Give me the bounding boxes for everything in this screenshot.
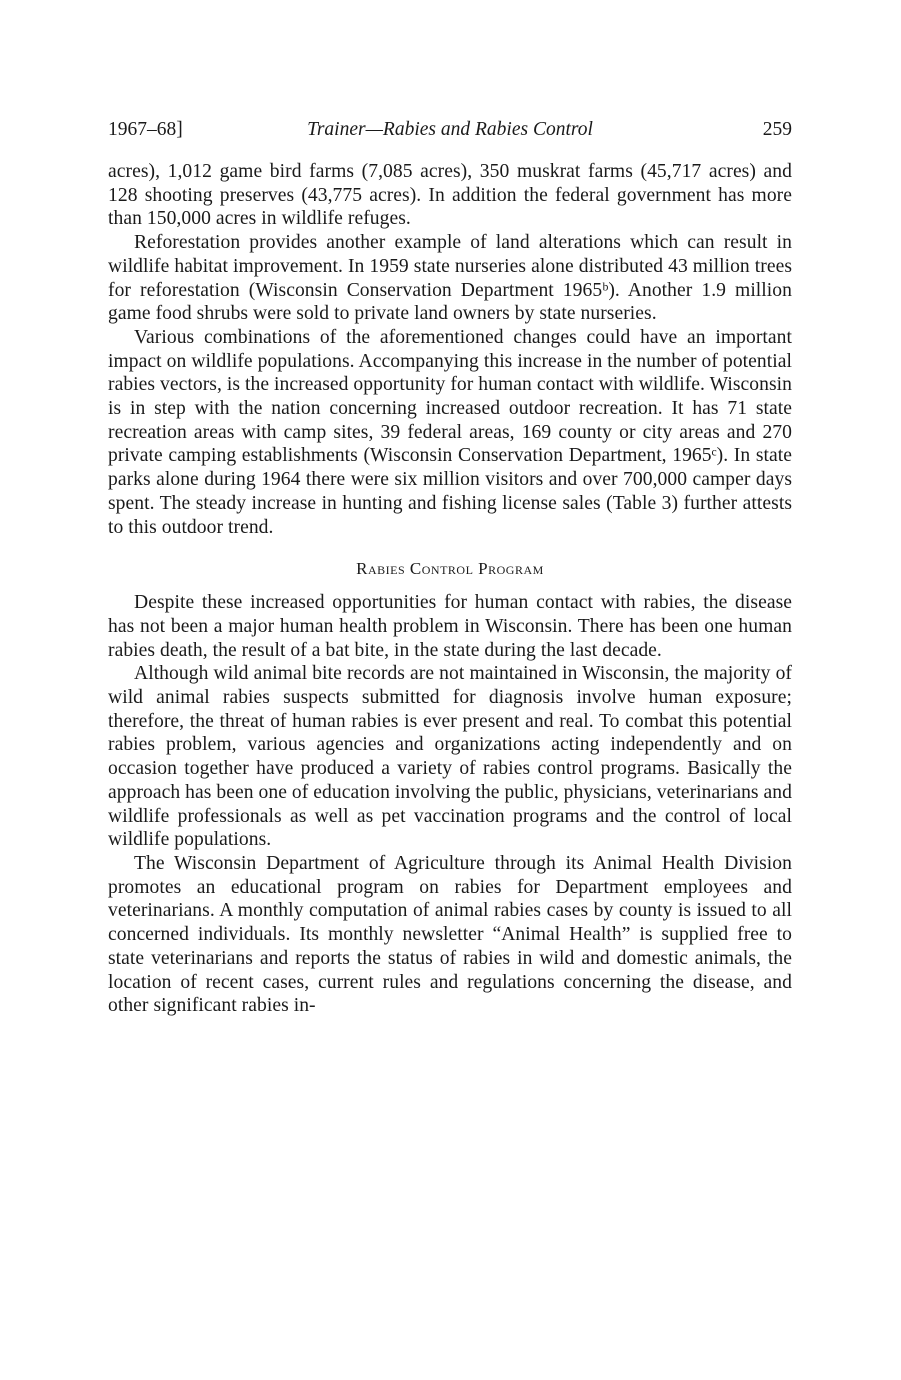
article-title: Trainer—Rabies and Rabies Control bbox=[307, 119, 593, 140]
paragraph-recreation: Various combinations of the aforementioned changes could have an important impact on wildlife populations. Accompanying this increase in the number of potential rabies vectors, is the increased opportunity for human contact with wildlife. Wisconsin is in step with the nation concerning increased outdoor recreation. It has 71 state recreation areas with camp sites, 39 federal areas, 169 county or city areas and 270 private camping establishments (Wisconsin Conservation Department, 1965ᶜ). In state parks alone during 1964 there were six million visitors and over 700,000 camper days spent. The steady increase in hunting and fishing license sales (Table 3) further attests to this outdoor trend. bbox=[108, 326, 792, 538]
paragraph-bite-records: Although wild animal bite records are not maintained in Wisconsin, the majority of wild animal rabies suspects submitted for diagnosis involve human exposure; therefore, the threat of human rabies is ever present and real. To combat this potential rabies problem, various agencies and organizations acting independently and on occasion together have produced a variety of rabies control programs. Basically the approach has been one of education involving the public, physicians, veterinarians and wildlife professionals as well as pet vaccination programs and the control of local wildlife populations. bbox=[108, 663, 792, 851]
paragraph-reforestation: Reforestation provides another example of land alterations which can result in wildlife habitat improvement. In 1959 state nurseries alone distributed 43 million trees for reforestation (Wisconsin Conservation Department 1965ᵇ). Another 1.9 million game food shrubs were sold to private land owners by state nurseries. bbox=[108, 232, 792, 325]
section-heading: Rabies Control Program bbox=[356, 559, 544, 579]
page-number: 259 bbox=[762, 119, 792, 140]
paragraph-continued: acres), 1,012 game bird farms (7,085 acres), 350 muskrat farms (45,717 acres) and 128 shooting preserves (43,775 acres). In addition the federal government has more than 150,000 acres in wildlife refuges. bbox=[108, 161, 792, 230]
running-head bbox=[108, 118, 792, 142]
paragraph-human-contact: Despite these increased opportunities for human contact with rabies, the disease has not been a major human health problem in Wisconsin. There has been one human rabies death, the result of a bat bite, in the state during the last decade. bbox=[108, 592, 792, 661]
document-page bbox=[108, 118, 792, 1018]
article-body bbox=[108, 160, 792, 1018]
volume-years: 1967–68] bbox=[108, 119, 183, 140]
paragraph-department-agriculture: The Wisconsin Department of Agriculture through its Animal Health Division promotes an educational program on rabies for Department employees and veterinarians. A monthly computation of animal rabies cases by county is issued to all concerned individuals. Its monthly newsletter “Animal Health” is supplied free to state veterinarians and reports the status of rabies in wild and domestic animals, the location of recent cases, current rules and regulations concerning the disease, and other significant rabies in- bbox=[108, 852, 792, 1017]
